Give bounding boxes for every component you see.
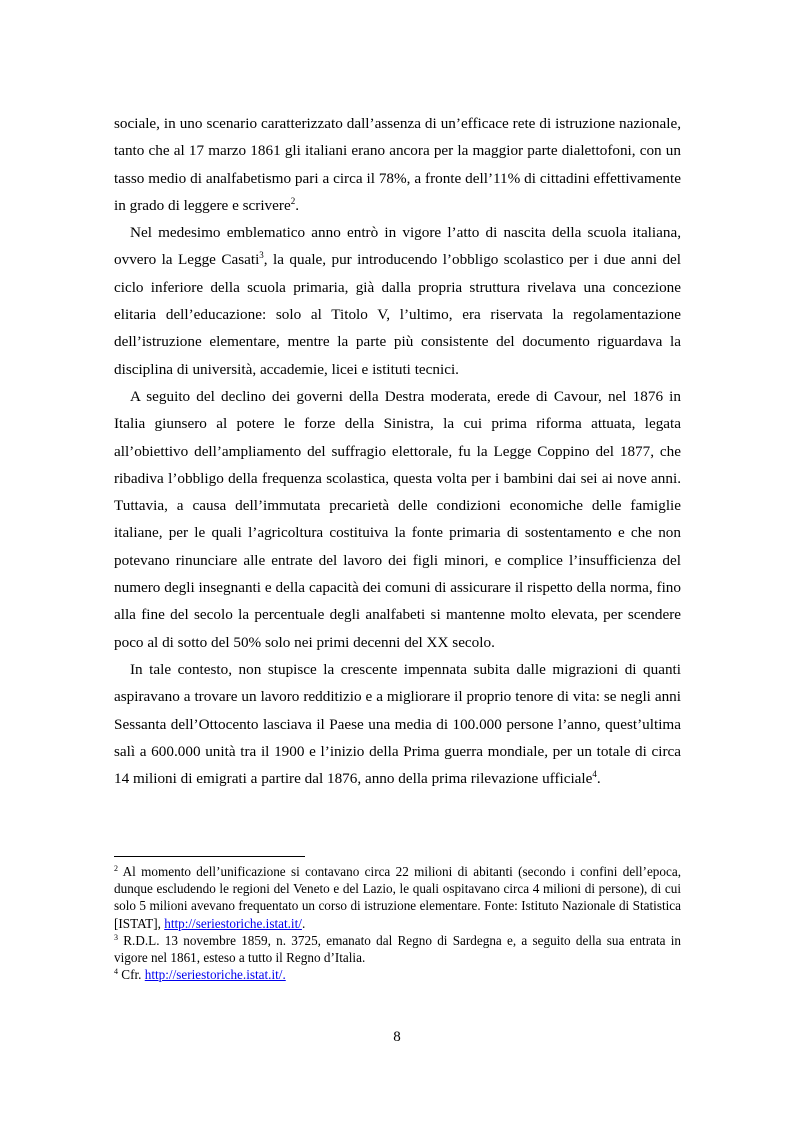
footnote-ref[interactable]: 4 bbox=[592, 769, 597, 780]
footnote-link[interactable]: http://seriestoriche.istat.it/. bbox=[144, 967, 286, 983]
paragraph: A seguito del declino dei governi della Destra moderata, erede di Cavour, nel 1876 in Italia giunsero al potere le forze della Sinistra, la cui prima riforma attuata, legata all’obiettivo dell’ampliamento del suffragio elettorale, fu la Legge Coppino del 1877, che ribadiva l’obbligo della frequenza scolastica, questa volta per i bambini dai sei ai nove anni. Tuttavia, a causa dell’immutata precarietà delle condizioni economiche delle famiglie italiane, per le quali l’agricoltura costituiva la fonte primaria di sostentamento e che non potevano rinunciare alle entrate del lavoro dei figli minori, e complice l’insufficienza del numero degli insegnanti e della capacità dei comuni di assicurare il rispetto della norma, fino alla fine del secolo la percentuale degli analfabeti si mantenne molto elevata, per scendere poco al di sotto del 50% solo nei primi decenni del XX secolo. bbox=[114, 387, 681, 651]
paragraph: Nel medesimo emblematico anno entrò in vigore l’atto di nascita della scuola italiana, ovvero la Legge Casati$^3$, la quale, pur introducendo l’obbligo scolastico per i due anni del ciclo inferiore della scuola primaria, già dalla propria struttura rivelava una concezione elitaria dell’educazione: solo al Titolo V, l’ultimo, era riservata la regolamentazione dell’istruzione elementare, mentre la parte più consistente del documento riguardava la disciplina di università, accademie, licei e istituti tecnici. bbox=[114, 224, 682, 378]
footnote-number: 2 bbox=[114, 864, 118, 873]
footnote-ref[interactable]: 3 bbox=[259, 250, 264, 261]
paragraph: In tale contesto, non stupisce la crescente impennata subita dalle migrazioni di quanti aspiravano a trovare un lavoro redditizio e a migliorare il proprio tenore di vita: se negli anni Sessanta dell’Ottocento lasciava il Paese una media di 100.000 persone l’anno, quest’ultima salì a 600.000 unità tra il 1900 e l’inizio della Prima guerra mondiale, per un totale di circa 14 milioni di emigrati a partire dal 1876, anno della prima rilevazione ufficiale$^4$. bbox=[114, 660, 681, 788]
body-text bbox=[114, 110, 681, 792]
footnote-number: 3 bbox=[114, 932, 118, 942]
footnote-link[interactable]: http://seriestoriche.istat.it/ bbox=[164, 915, 302, 931]
footnote-number: 4 bbox=[114, 967, 118, 977]
footnote: $^4$ Cfr. http://seriestoriche.istat.it/. bbox=[114, 967, 286, 983]
footnote-separator bbox=[114, 856, 305, 857]
footnote: $^3$ R.D.L. 13 novembre 1859, n. 3725, emanato dal Regno di Sardegna e, a seguito della sua entrata in vigore nel 1861, esteso a tutto il Regno d’Italia. bbox=[114, 932, 681, 966]
footnote: $^2$ Al momento dell’unificazione si contavano circa 22 milioni di abitanti (secondo i confini dell’epoca, dunque escludendo le regioni del Veneto e del Lazio, le quali ospitavano circa 4 milioni di persone), di cui solo 5 milioni avevano frequentato un corso di istruzione elementare. Fonte: Istituto Nazionale di Statistica [ISTAT], http://seriestoriche.istat.it/. bbox=[114, 864, 681, 931]
footnote-ref[interactable]: 2 bbox=[290, 195, 296, 206]
page-number: 8 bbox=[393, 1029, 401, 1045]
paragraph: sociale, in uno scenario caratterizzato dall’assenza di un’efficace rete di istruzione nazionale, tanto che al 17 marzo 1861 gli italiani erano ancora per la maggior parte dialettofoni, con un tasso medio di analfabetismo pari a circa il 78%, a fronte dell’11% di cittadini effettivamente in grado di leggere e scrivere$^2$. bbox=[114, 115, 681, 214]
footnotes bbox=[114, 863, 681, 983]
